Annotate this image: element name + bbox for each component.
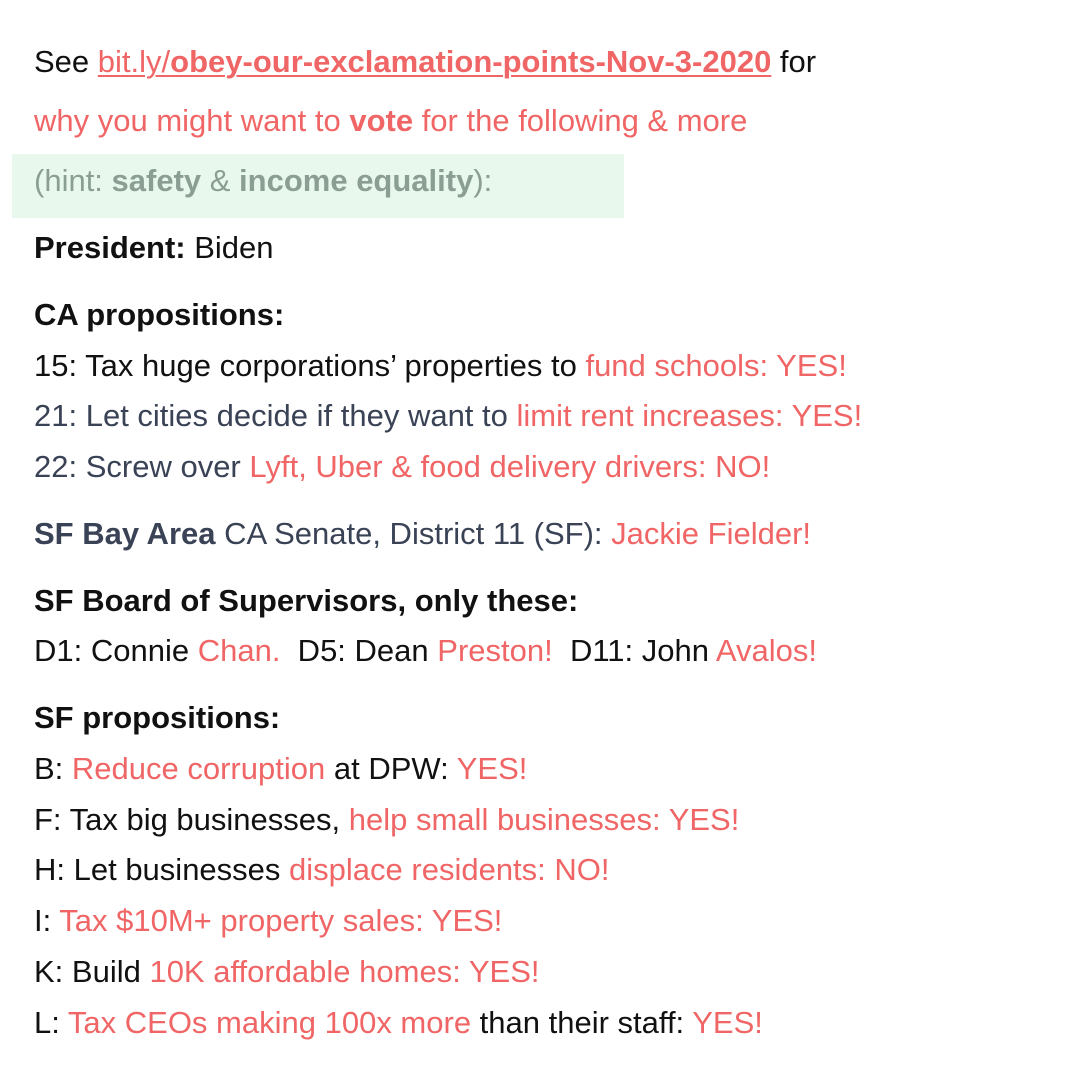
president-label: President: — [34, 230, 186, 265]
ca-props-heading: CA propositions: — [34, 297, 285, 332]
supervisors-heading: SF Board of Supervisors, only these: — [34, 583, 579, 618]
vote-word: vote — [349, 103, 414, 138]
intro-for: for — [771, 44, 817, 79]
supervisors-line: D1: Connie Chan. D5: Dean Preston! D11: John Avalos! — [34, 633, 817, 668]
sf-prop-f: F: Tax big businesses, help small businesses: YES! — [34, 802, 740, 837]
guide-link[interactable]: bit.ly/obey-our-exclamation-points-Nov-3-2020 — [97, 44, 772, 79]
intro-line-1 — [34, 42, 816, 82]
president-line — [34, 228, 274, 268]
sf-prop-b: B: Reduce corruption at DPW: YES! — [34, 751, 528, 786]
hint-line: (hint: safety & income equality): — [34, 163, 493, 198]
hint-safety: safety — [111, 163, 202, 198]
intro-see: See — [34, 44, 98, 79]
sf-prop-l: L: Tax CEOs making 100x more than their staff: YES! — [34, 1005, 763, 1040]
ca-prop-21: 21: Let cities decide if they want to limit rent increases: YES! — [34, 398, 863, 433]
sf-prop-h: H: Let businesses displace residents: NO! — [34, 852, 610, 887]
ca-prop-22: 22: Screw over Lyft, Uber & food delivery drivers: NO! — [34, 449, 771, 484]
president-value: Biden — [185, 230, 274, 265]
sf-prop-k: K: Build 10K affordable homes: YES! — [34, 954, 540, 989]
ca-prop-15: 15: Tax huge corporations’ properties to fund schools: YES! — [34, 348, 847, 383]
hint-income-equality: income equality — [239, 163, 474, 198]
sf-props-heading: SF propositions: — [34, 700, 281, 735]
sf-prop-i: I: Tax $10M+ property sales: YES! — [34, 903, 503, 938]
intro-line-2: why you might want to vote for the following & more — [34, 103, 748, 138]
senate-line: SF Bay Area CA Senate, District 11 (SF): Jackie Fielder! — [34, 516, 812, 551]
